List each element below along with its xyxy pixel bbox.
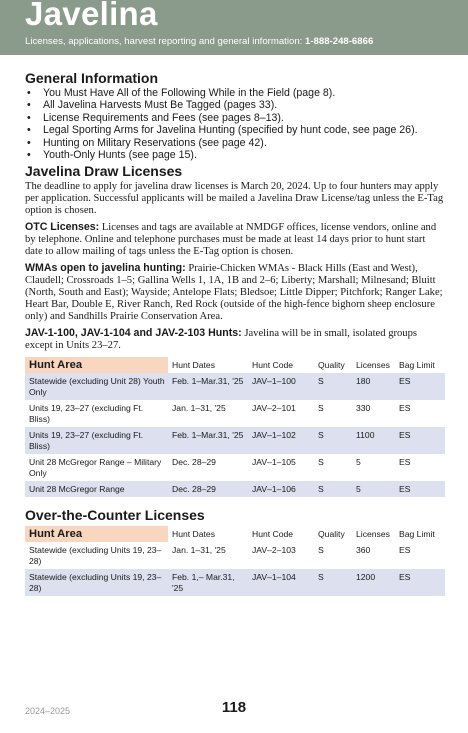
cell-code: JAV–1–102 [248,427,314,454]
cell-bag: ES [399,403,411,414]
header-subtitle [25,35,373,49]
col-hunt-area: Hunt Area [25,526,168,542]
cell-dates: Jan. 1–31, '25 [172,403,226,414]
list-item: • You Must Have All of the Following While in the Field (page 8). [25,87,445,99]
draw-hunts-table [25,357,445,497]
col-bag-limit: Bag Limit [399,360,435,371]
cell-quality: S [314,373,352,400]
list-item: • Hunting on Military Reservations (see page 42). [25,137,445,149]
cell-licenses: 360 [356,545,371,556]
table-header-row [25,357,445,373]
jav-hunts-paragraph [25,327,445,352]
otc-hunts-table [25,526,445,596]
cell-licenses: 180 [352,373,395,400]
list-item: • All Javelina Harvests Must Be Tagged (pages 33). [25,99,445,111]
general-info-heading: General Information [25,70,159,86]
otc-paragraph [25,221,445,258]
cell-bag: ES [395,373,445,400]
cell-area: Unit 28 McGregor Range [25,481,168,497]
cell-bag: ES [399,457,411,468]
page-title: Javelina [25,0,158,32]
cell-area: Statewide (excluding Unit 28) Youth Only [25,373,168,400]
cell-quality: S [314,427,352,454]
list-item: • License Requirements and Fees (see pages 8–13). [25,112,445,124]
table-header-row [25,526,445,542]
cell-dates: Feb. 1–Mar.31, '25 [168,427,248,454]
cell-quality: S [314,569,352,596]
cell-bag: ES [395,427,445,454]
cell-area: Units 19, 23–27 (excluding Ft. Bliss) [25,427,168,454]
wma-paragraph [25,262,445,323]
wma-lead: WMAs open to javelina hunting: [25,262,186,275]
footer-year: 2024–2025 [25,706,71,716]
col-hunt-code: Hunt Code [252,529,294,540]
page-header [0,0,468,55]
cell-licenses: 5 [352,481,395,497]
table-row [25,481,445,497]
cell-licenses: 330 [356,403,371,414]
cell-code: JAV–1–104 [248,569,314,596]
cell-dates: Jan. 1–31, '25 [172,545,226,556]
cell-dates: Feb. 1–Mar.31, '25 [168,373,248,400]
col-quality: Quality [318,360,345,371]
col-licenses: Licenses [356,360,390,371]
cell-bag: ES [395,481,445,497]
cell-area: Statewide (excluding Units 19, 23–28) [29,545,162,567]
cell-quality: S [318,457,324,468]
page-content [25,70,445,596]
page-number: 118 [221,699,247,716]
col-hunt-code: Hunt Code [252,360,294,371]
draw-intro-paragraph: The deadline to apply for javelina draw licenses is March 20, 2024. Up to four hunters may apply per application. Successful applicants will be mailed a Javelina Draw License/tag unless the E-Tag option is chosen. [25,181,444,217]
jav-lead: JAV-1-100, JAV-1-104 and JAV-2-103 Hunts: [25,327,242,340]
table-row [25,400,445,427]
cell-licenses: 5 [356,457,361,468]
cell-code: JAV–2–101 [252,403,296,414]
col-hunt-area: Hunt Area [25,357,168,373]
list-item: • Legal Sporting Arms for Javelina Hunting (specified by hunt code, see page 26). [25,124,445,136]
cell-licenses: 1100 [352,427,395,454]
cell-code: JAV–1–105 [252,457,296,468]
table-row [25,427,445,454]
col-quality: Quality [318,529,345,540]
otc-text: Licenses and tags are available at NMDGF offices, license vendors, online and by telephone. Online and telephone purchases must be made at least 14 days prior to hunt start date to allow mailing of tags unless the E-Tag option is chosen. [25,222,437,258]
cell-quality: S [318,545,324,556]
cell-dates: Dec. 28–29 [168,481,248,497]
col-bag-limit: Bag Limit [399,529,435,540]
col-hunt-dates: Hunt Dates [172,360,215,371]
cell-quality: S [314,481,352,497]
wma-text: Prairie-Chicken WMAs - Black Hills (East and West), Claudell; Crossroads 1–5; Gallina Wells 1, 1A, 1B and 2–6; Liberty; Marshall; Milnesand; Bluitt (North, South and East); Wayside; Antelope Flats; Bledsoe; Little Dipper; Pitchfork; Ranger Lake; Heart Bar, Double E, River Ranch, Red Rock (outside of the high-fence bighorn sheep enclosure only) and Sandhills Prairie Conservation Area. [25,263,443,323]
otc-licenses-heading: Over-the-Counter Licenses [25,507,205,524]
general-info-list [25,87,445,161]
col-hunt-dates: Hunt Dates [172,529,215,540]
cell-dates: Dec. 28–29 [172,457,216,468]
draw-licenses-heading: Javelina Draw Licenses [25,163,183,180]
jav-text: Javelina will be in small, isolated groups except in Units 23–27. [25,328,418,352]
cell-code: JAV–1–100 [248,373,314,400]
cell-quality: S [318,403,324,414]
cell-area: Unit 28 McGregor Range – Military Only [29,457,162,479]
table-row [25,542,445,569]
header-subtitle-text: Licenses, applications, harvest reporting and general information: [25,36,303,47]
cell-licenses: 1200 [352,569,395,596]
list-item: • Youth-Only Hunts (see page 15). [25,149,445,161]
cell-area: Units 19, 23–27 (excluding Ft. Bliss) [29,403,144,425]
cell-area: Statewide (excluding Units 19, 23–28) [25,569,168,596]
col-licenses: Licenses [356,529,390,540]
cell-code: JAV–2–103 [252,545,296,556]
cell-bag: ES [399,545,411,556]
table-row [25,373,445,400]
table-row [25,569,445,596]
otc-lead: OTC Licenses: [25,221,100,234]
table-row [25,454,445,481]
cell-code: JAV–1–106 [248,481,314,497]
cell-dates: Feb. 1,– Mar.31, '25 [168,569,248,596]
cell-bag: ES [395,569,445,596]
header-phone: 1-888-248-6866 [305,36,374,47]
